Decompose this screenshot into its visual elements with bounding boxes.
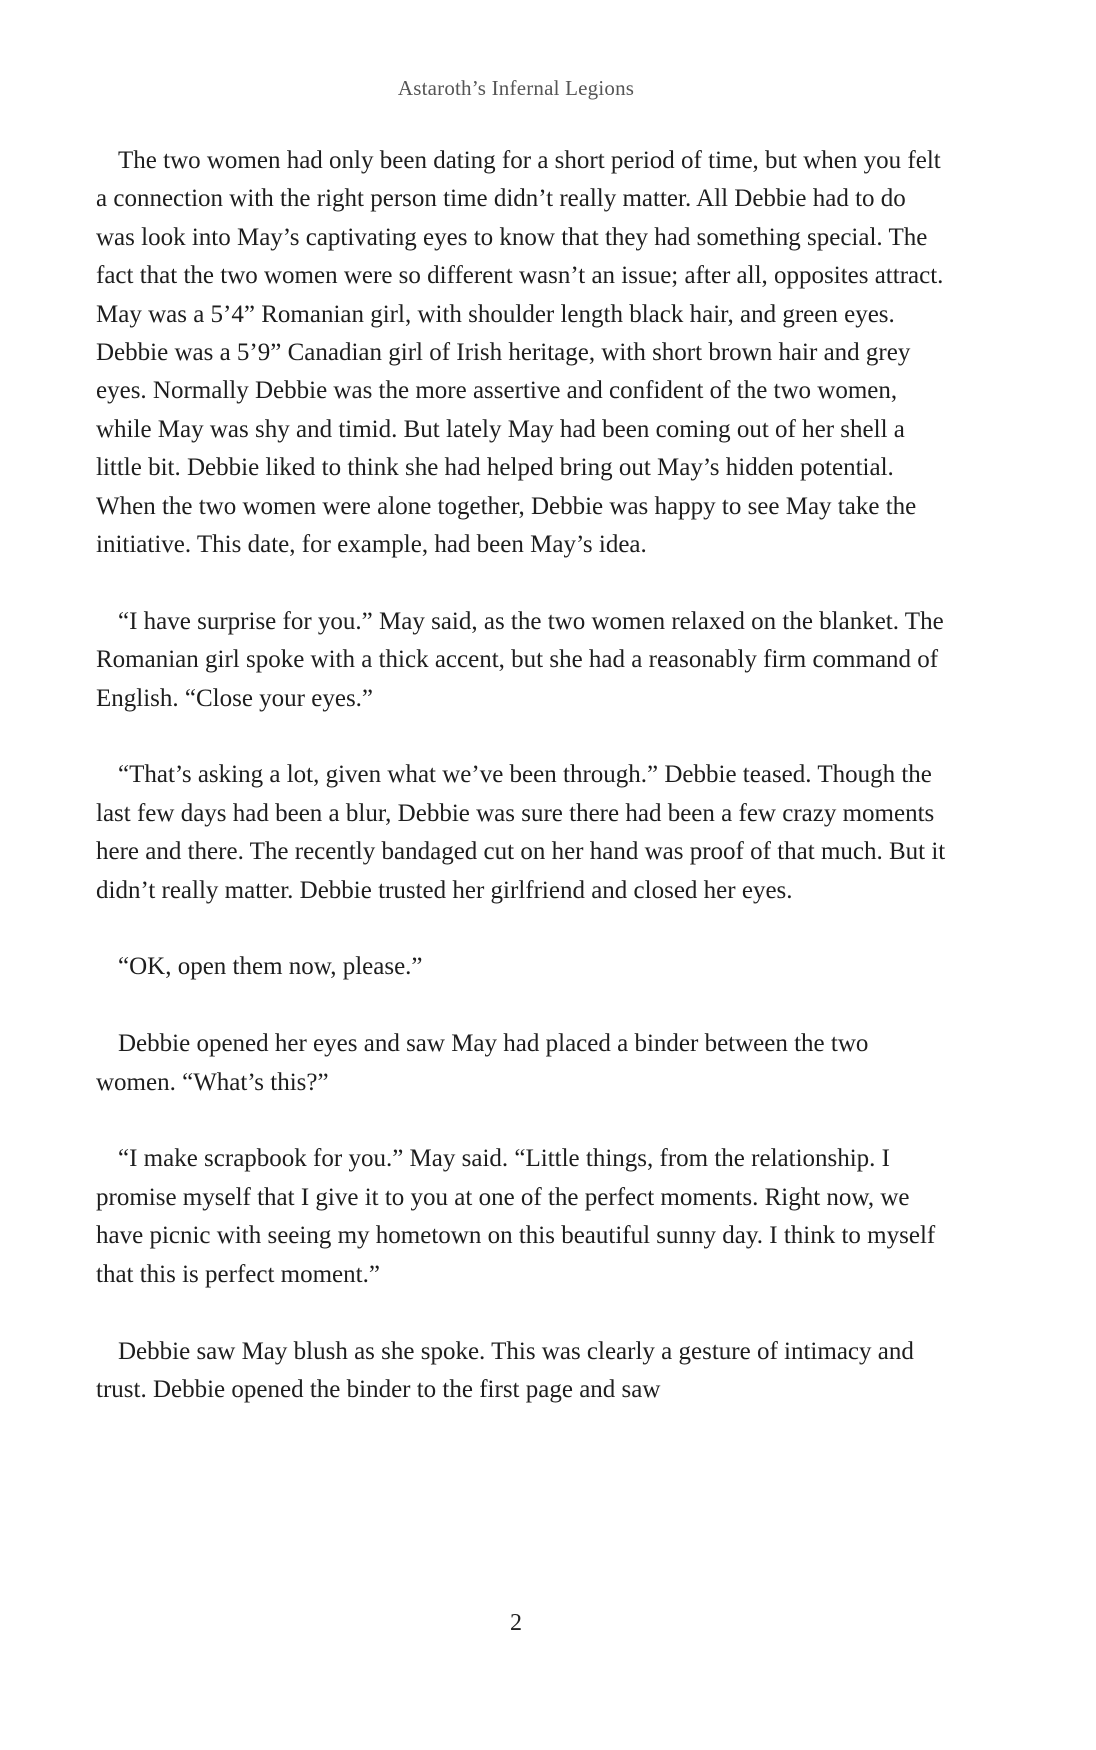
- paragraph-1: The two women had only been dating for a short period of time, but when you felt a connection with the right person time didn’t really matter. All Debbie had to do was look into May’s captivating eyes to know that they had something special. The fact that the two women were so different wasn’t an issue; after all, opposites attract. May was a 5’4” Romanian girl, with shoulder length black hair, and green eyes. Debbie was a 5’9” Canadian girl of Irish heritage, with short brown hair and grey eyes. Normally Debbie was the more assertive and confident of the two women, while May was shy and timid. But lately May had been coming out of her shell a little bit. Debbie liked to think she had helped bring out May’s hidden potential. When the two women were alone together, Debbie was happy to see May take the initiative. This date, for example, had been May’s idea.: [96, 147, 944, 559]
- paragraph-gap: [96, 718, 946, 756]
- paragraph-7: Debbie saw May blush as she spoke. This was clearly a gesture of intimacy and trust. Debbie opened the binder to the first page and saw: [96, 1337, 914, 1403]
- paragraph-5: Debbie opened her eyes and saw May had placed a binder between the two women. “What’s this?”: [96, 1030, 869, 1096]
- paragraph-6: “I make scrapbook for you.” May said. “Little things, from the relationship. I promise myself that I give it to you at one of the perfect moments. Right now, we have picnic with seeing my hometown on this beautiful sunny day. I think to myself that this is perfect moment.”: [96, 1145, 936, 1288]
- body-text: [96, 142, 946, 1409]
- paragraph-4: “OK, open them now, please.”: [118, 953, 423, 981]
- paragraph-gap: [96, 564, 946, 602]
- paragraph-gap: [96, 910, 946, 948]
- paragraph-gap: [96, 987, 946, 1025]
- paragraph-2: “I have surprise for you.” May said, as the two women relaxed on the blanket. The Romanian girl spoke with a thick accent, but she had a reasonably firm command of English. “Close your eyes.”: [96, 607, 944, 712]
- paragraph-gap: [96, 1102, 946, 1140]
- paragraph-gap: [96, 1294, 946, 1332]
- paragraph-3: “That’s asking a lot, given what we’ve been through.” Debbie teased. Though the last few days had been a blur, Debbie was sure there had been a few crazy moments here and there. The recently bandaged cut on her hand was proof of that much. But it didn’t really matter. Debbie trusted her girlfriend and closed her eyes.: [96, 761, 946, 904]
- running-header: Astaroth’s Infernal Legions: [397, 76, 635, 100]
- page-number: 2: [510, 1610, 522, 1636]
